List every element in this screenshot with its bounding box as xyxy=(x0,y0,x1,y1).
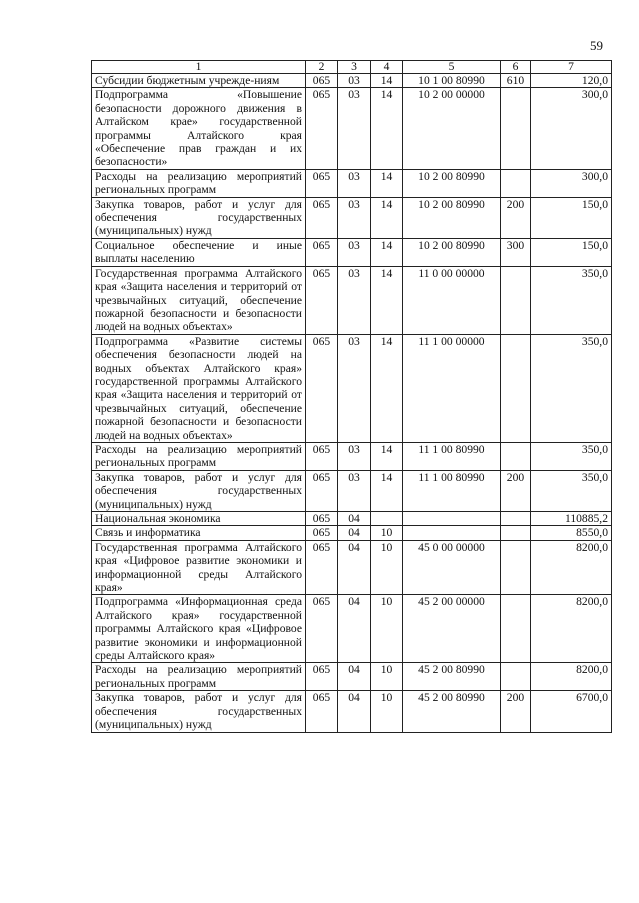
section-code-cell: 04 xyxy=(338,595,371,663)
amount-cell: 8550,0 xyxy=(531,526,612,540)
subsection-code-cell: 14 xyxy=(371,442,403,470)
header-cell: 2 xyxy=(306,61,338,74)
section-code-cell: 03 xyxy=(338,169,371,197)
expense-type-cell: 200 xyxy=(501,691,531,732)
section-code-cell: 03 xyxy=(338,442,371,470)
target-article-cell: 45 2 00 80990 xyxy=(403,691,501,732)
expense-type-cell: 200 xyxy=(501,470,531,511)
table-row xyxy=(92,334,612,442)
subsection-code-cell: 14 xyxy=(371,470,403,511)
row-name-cell: Закупка товаров, работ и услуг для обеспечения государственных (муниципальных) нужд xyxy=(92,197,306,238)
section-code-cell: 04 xyxy=(338,691,371,732)
table-row xyxy=(92,540,612,595)
target-article-cell: 10 2 00 00000 xyxy=(403,88,501,169)
subsection-code-cell: 14 xyxy=(371,238,403,266)
target-article-cell: 10 2 00 80990 xyxy=(403,238,501,266)
table-row xyxy=(92,442,612,470)
subsection-code-cell xyxy=(371,512,403,526)
target-article-cell: 11 1 00 80990 xyxy=(403,470,501,511)
target-article-cell: 11 1 00 00000 xyxy=(403,334,501,442)
target-article-cell xyxy=(403,512,501,526)
page-number: 59 xyxy=(590,38,603,53)
amount-cell: 350,0 xyxy=(531,470,612,511)
row-name-cell: Закупка товаров, работ и услуг для обеспечения государственных (муниципальных) нужд xyxy=(92,691,306,732)
section-code-cell: 03 xyxy=(338,470,371,511)
table-row xyxy=(92,88,612,169)
amount-cell: 150,0 xyxy=(531,197,612,238)
section-code-cell: 04 xyxy=(338,540,371,595)
ministry-code-cell: 065 xyxy=(306,540,338,595)
table-row xyxy=(92,74,612,88)
section-code-cell: 03 xyxy=(338,238,371,266)
budget-table xyxy=(91,60,612,733)
subsection-code-cell: 14 xyxy=(371,88,403,169)
header-cell: 3 xyxy=(338,61,371,74)
expense-type-cell xyxy=(501,595,531,663)
table-row xyxy=(92,691,612,732)
ministry-code-cell: 065 xyxy=(306,238,338,266)
row-name-cell: Связь и информатика xyxy=(92,526,306,540)
ministry-code-cell: 065 xyxy=(306,266,338,334)
amount-cell: 110885,2 xyxy=(531,512,612,526)
expense-type-cell: 300 xyxy=(501,238,531,266)
subsection-code-cell: 14 xyxy=(371,197,403,238)
target-article-cell: 45 2 00 00000 xyxy=(403,595,501,663)
subsection-code-cell: 10 xyxy=(371,663,403,691)
section-code-cell: 03 xyxy=(338,74,371,88)
expense-type-cell xyxy=(501,663,531,691)
subsection-code-cell: 10 xyxy=(371,691,403,732)
subsection-code-cell: 14 xyxy=(371,169,403,197)
ministry-code-cell: 065 xyxy=(306,74,338,88)
expense-type-cell: 610 xyxy=(501,74,531,88)
ministry-code-cell: 065 xyxy=(306,691,338,732)
section-code-cell: 04 xyxy=(338,512,371,526)
amount-cell: 8200,0 xyxy=(531,663,612,691)
target-article-cell: 10 2 00 80990 xyxy=(403,197,501,238)
amount-cell: 350,0 xyxy=(531,442,612,470)
header-row xyxy=(92,61,612,74)
subsection-code-cell: 10 xyxy=(371,595,403,663)
section-code-cell: 04 xyxy=(338,526,371,540)
subsection-code-cell: 14 xyxy=(371,74,403,88)
row-name-cell: Подпрограмма «Информационная среда Алтайского края» государственной программы Алтайского края «Цифровое развитие экономики и информационной среды Алтайского края» xyxy=(92,595,306,663)
amount-cell: 350,0 xyxy=(531,334,612,442)
section-code-cell: 03 xyxy=(338,334,371,442)
amount-cell: 120,0 xyxy=(531,74,612,88)
expense-type-cell xyxy=(501,540,531,595)
header-cell: 6 xyxy=(501,61,531,74)
row-name-cell: Подпрограмма «Развитие системы обеспечения безопасности людей на водных объектах Алтайского края» государственной программы Алтайского края «Защита населения и территорий от чрезвычайных ситуаций, обеспечение пожарной безопасности и безопасности людей на водных объектах» xyxy=(92,334,306,442)
subsection-code-cell: 14 xyxy=(371,334,403,442)
section-code-cell: 03 xyxy=(338,88,371,169)
header-cell: 7 xyxy=(531,61,612,74)
ministry-code-cell: 065 xyxy=(306,88,338,169)
row-name-cell: Государственная программа Алтайского края «Цифровое развитие экономики и информационной среды Алтайского края» xyxy=(92,540,306,595)
subsection-code-cell: 10 xyxy=(371,526,403,540)
table-row xyxy=(92,197,612,238)
row-name-cell: Подпрограмма «Повышение безопасности дорожного движения в Алтайском крае» государственной программы Алтайского края «Обеспечение прав граждан и их безопасности» xyxy=(92,88,306,169)
table-row xyxy=(92,470,612,511)
section-code-cell: 03 xyxy=(338,266,371,334)
row-name-cell: Национальная экономика xyxy=(92,512,306,526)
expense-type-cell xyxy=(501,442,531,470)
amount-cell: 8200,0 xyxy=(531,595,612,663)
target-article-cell: 10 2 00 80990 xyxy=(403,169,501,197)
row-name-cell: Закупка товаров, работ и услуг для обеспечения государственных (муниципальных) нужд xyxy=(92,470,306,511)
ministry-code-cell: 065 xyxy=(306,442,338,470)
table-row xyxy=(92,238,612,266)
expense-type-cell xyxy=(501,526,531,540)
header-cell: 4 xyxy=(371,61,403,74)
row-name-cell: Субсидии бюджетным учрежде-ниям xyxy=(92,74,306,88)
ministry-code-cell: 065 xyxy=(306,526,338,540)
header-cell: 5 xyxy=(403,61,501,74)
ministry-code-cell: 065 xyxy=(306,470,338,511)
table-row xyxy=(92,169,612,197)
expense-type-cell: 200 xyxy=(501,197,531,238)
expense-type-cell xyxy=(501,266,531,334)
target-article-cell: 45 2 00 80990 xyxy=(403,663,501,691)
row-name-cell: Расходы на реализацию мероприятий региональных программ xyxy=(92,663,306,691)
expense-type-cell xyxy=(501,334,531,442)
ministry-code-cell: 065 xyxy=(306,595,338,663)
table-row xyxy=(92,266,612,334)
expense-type-cell xyxy=(501,512,531,526)
row-name-cell: Расходы на реализацию мероприятий региональных программ xyxy=(92,442,306,470)
header-cell: 1 xyxy=(92,61,306,74)
row-name-cell: Социальное обеспечение и иные выплаты населению xyxy=(92,238,306,266)
expense-type-cell xyxy=(501,88,531,169)
subsection-code-cell: 14 xyxy=(371,266,403,334)
amount-cell: 300,0 xyxy=(531,169,612,197)
table-row xyxy=(92,526,612,540)
amount-cell: 8200,0 xyxy=(531,540,612,595)
table-row xyxy=(92,595,612,663)
ministry-code-cell: 065 xyxy=(306,334,338,442)
ministry-code-cell: 065 xyxy=(306,663,338,691)
amount-cell: 6700,0 xyxy=(531,691,612,732)
table-row xyxy=(92,663,612,691)
target-article-cell: 11 1 00 80990 xyxy=(403,442,501,470)
ministry-code-cell: 065 xyxy=(306,512,338,526)
amount-cell: 300,0 xyxy=(531,88,612,169)
amount-cell: 150,0 xyxy=(531,238,612,266)
expense-type-cell xyxy=(501,169,531,197)
subsection-code-cell: 10 xyxy=(371,540,403,595)
target-article-cell: 10 1 00 80990 xyxy=(403,74,501,88)
ministry-code-cell: 065 xyxy=(306,169,338,197)
section-code-cell: 03 xyxy=(338,197,371,238)
target-article-cell: 45 0 00 00000 xyxy=(403,540,501,595)
section-code-cell: 04 xyxy=(338,663,371,691)
target-article-cell: 11 0 00 00000 xyxy=(403,266,501,334)
amount-cell: 350,0 xyxy=(531,266,612,334)
row-name-cell: Расходы на реализацию мероприятий региональных программ xyxy=(92,169,306,197)
ministry-code-cell: 065 xyxy=(306,197,338,238)
row-name-cell: Государственная программа Алтайского края «Защита населения и территорий от чрезвычайных ситуаций, обеспечение пожарной безопасности и безопасности людей на водных объектах» xyxy=(92,266,306,334)
target-article-cell xyxy=(403,526,501,540)
table-row xyxy=(92,512,612,526)
